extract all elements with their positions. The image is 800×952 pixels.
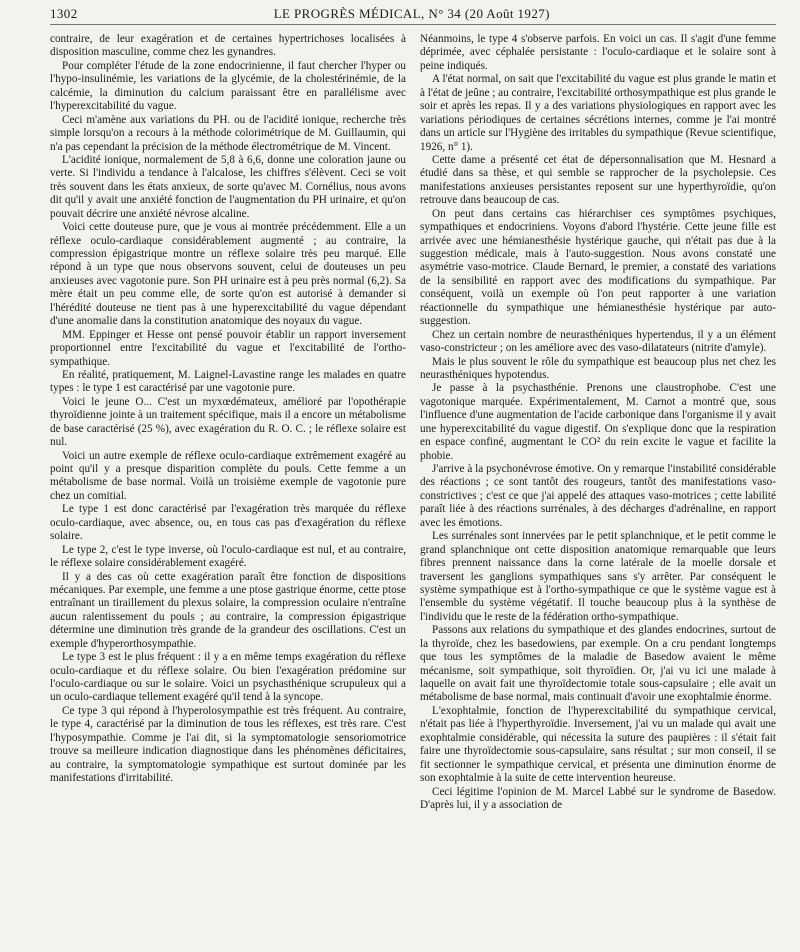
paragraph: contraire, de leur exagération et de certaines hypertrichoses localisées à disposition masculine, comme chez les gynandres. [50,33,406,59]
paragraph: Mais le plus souvent le rôle du sympathique est beaucoup plus net chez les neurasthéniques hypotendus. [420,355,776,381]
left-column [50,33,406,812]
paragraph: Le type 2, c'est le type inverse, où l'oculo-cardiaque est nul, et au contraire, le réflexe solaire considérablement exagéré. [50,543,406,570]
paragraph: Cette dame a présenté cet état de dépersonnalisation que M. Hesnard a étudié dans sa thèse, et qui semble se rapprocher de la psycholepsie. Ces manifestations anxieuses persistantes reposent sur une hyperthyroïdie, qu'on retrouve dans beaucoup de cas. [420,153,776,207]
right-column [420,33,776,812]
paragraph: Ce type 3 qui répond à l'hyperolosympathie est très fréquent. Au contraire, le type 4, caractérisé par la diminution de tous les réflexes, est très rare. C'est l'hyposympathie. Comme je l'ai dit, si la symptomatologie sensoriomotrice trouve sa meilleure indication diagnostique dans les phénomènes déficitaires, au contraire, la symptomatologie sympathique est surtout dominée par les manifestations d'irritabilité. [50,704,406,785]
paragraph: Les surrénales sont innervées par le petit splanchnique, et le petit comme le grand splanchnique ont cette disposition anatomique remarquable que leurs fibres prennent naissance dans la corne latérale de la moelle dorsale et traversent les ganglions sympathiques sans s'y arrêter. Par conséquent le système sympathique est à l'ortho-sympathique ce que le système vague est à l'ensemble du système végétatif. Il touche beaucoup plus à la synthèse de l'individu que le reste de la fédération ortho-sympathique. [420,530,776,623]
paragraph: Chez un certain nombre de neurasthéniques hypertendus, il y a un élément vaso-constricteur ; on les améliore avec des vaso-dilatateurs (nitrite d'amyle). [420,328,776,355]
paragraph: Je passe à la psychasthénie. Prenons une claustrophobe. C'est une vagotonique marquée. Expérimentalement, M. Carnot a montré que, sous l'influence d'une augmentation de l'acide carbonique dans l'organisme il y avait une hyperexcitabilité du vague digestif. On s'explique donc que la respiration en espace confiné, augmentant le CO² du rein excite le vague et facilite la phobie. [420,382,776,462]
paragraph: L'exophtalmie, fonction de l'hyperexcitabilité du sympathique cervical, n'était pas liée à l'hyperthyroïdie. Inversement, j'ai vu un malade qui avait une exophtalmie considérable, qui nécessita la suture des paupières : il s'était fait faire une thyroïdectomie sous-capsulaire, sans résultat ; sur mon conseil, il se fit sectionner le sympathique cervical, et présenta une diminution énorme de son exophtalmie à la suite de cette intervention heureuse. [420,704,776,785]
paragraph: J'arrive à la psychonévrose émotive. On y remarque l'instabilité considérable des réactions ; ce sont tantôt des rougeurs, tantôt des manifestations vaso-constrictives ; c'est ce que j'ai appelé des attaques vaso-motrices ; cette labilité paraît liée à des réactions surrénales, à des décharges d'adrénaline, en rapport avec les émotions. [420,463,776,529]
paragraph: Voici le jeune O... C'est un myxœdémateux, amélioré par l'opothérapie thyroïdienne jointe à un traitement spécifique, mais il a encore un métabolisme de base caractérisé (25 %), avec exagération du R. O. C. ; le réflexe solaire est nul. [50,395,406,449]
paragraph: MM. Eppinger et Hesse ont pensé pouvoir établir un rapport inversement proportionnel entre l'excitabilité du vague et l'excitabilité de l'ortho-sympathique. [50,328,406,368]
paragraph: Voici un autre exemple de réflexe oculo-cardiaque extrêmement exagéré au point qu'il y a presque disparition complète du pouls. Cette femme a un métabolisme de base normal. Voilà un troisième exemple de vagotonie pure chez un comitial. [50,449,406,502]
paragraph: Passons aux relations du sympathique et des glandes endocrines, surtout de la thyroïde, chez les basedowiens, par exemple. On a cru pendant longtemps que tous les symptômes de la maladie de Basedow avaient le même mécanisme, soit sympathique, soit thyroïdien. Or, j'ai vu ici une malade à laquelle on avait fait une thyroïdectomie totale sous-capsulaire ; elle avait un métabolisme de base normal, mais continuait d'avoir une exophtalmie énorme. [420,624,776,704]
paragraph: A l'état normal, on sait que l'excitabilité du vague est plus grande le matin et à l'état de jeûne ; au contraire, l'excitabilité orthosympathique est plus grande le soir et après les repas. Il y a des variations physiologiques en rapport avec les variations périodiques de certaines sécrétions internes, comme je l'ai montré dans un article sur l'Hygiène des irritables du sympathique (Revue scientifique, 1926, n° 1). [420,73,777,153]
paragraph: Le type 3 est le plus fréquent : il y a en même temps exagération du réflexe oculo-cardiaque et du réflexe solaire. Ou bien l'exagération prédomine sur l'oculo-cardiaque ou sur le solaire. Voici un psychasthénique scrupuleux qui a un oculo-cardiaque tellement exagéré qu'il tend à la syncope. [50,651,406,704]
paragraph: L'acidité ionique, normalement de 5,8 à 6,6, donne une coloration jaune ou verte. Si l'individu a tendance à l'alcalose, les chiffres s'élèvent. Ceci se voit très souvent dans les états anxieux, de sorte qu'avec M. Cornélius, nous avons dit qu'il y avait une anxiété fonction de l'augmentation du PH urinaire, et qu'on pouvait décrire une anxiété névrose alcaline. [50,153,406,220]
page-header [50,6,776,25]
paragraph: Néanmoins, le type 4 s'observe parfois. En voici un cas. Il s'agit d'une femme déprimée, avec céphalée persistante : l'oculo-cardiaque et le solaire sont à peine indiqués. [420,33,776,72]
journal-title: LE PROGRÈS MÉDICAL, N° 34 (20 Août 1927) [273,6,550,21]
paragraph: Ceci m'amène aux variations du PH. ou de l'acidité ionique, recherche très simple lorsqu'on a recours à la méthode colorimétrique de M. Guillaumin, qui n'a pas cependant la précision de la méthode électrométrique de M. Vincent. [50,113,406,153]
paragraph: Le type 1 est donc caractérisé par l'exagération très marquée du réflexe oculo-cardiaque, avec absence, ou, en tous cas pas d'exagération du réflexe solaire. [50,503,406,543]
paragraph: En réalité, pratiquement, M. Laignel-Lavastine range les malades en quatre types : le type 1 est caractérisé par une vagotonie pure. [50,368,406,395]
paragraph: Pour compléter l'étude de la zone endocrinienne, il faut chercher l'hyper ou l'hypo-insulinémie, les variations de la glycémie, de la cholestérinémie, de la calcémie, la diminution du calcium paraissant être en parallélisme avec l'hyperexcitabilité du vague. [50,59,406,113]
text-columns [50,33,776,812]
paragraph: On peut dans certains cas hiérarchiser ces symptômes psychiques, sympathiques et endocriniens. Voyons d'abord l'hystérie. Cette jeune fille est arrivée avec une hémianesthésie hystérique gauche, qui n'était pas due à la suggestion médicale, mais à l'auto-suggestion. Nous avons constaté une asymétrie vaso-motrice. Claude Bernard, le premier, a constaté des variations de la sensibilité en rapport avec des modifications du sympathique. Par conséquent, voilà un exemple où l'on peut rapporter à une variation réactionnelle du sympathique une hémianesthésie hystérique par auto-suggestion. [420,207,776,328]
paragraph: Ceci légitime l'opinion de M. Marcel Labbé sur le syndrome de Basedow. D'après lui, il y a association de [420,785,776,811]
paragraph: Voici cette douteuse pure, que je vous ai montrée précédemment. Elle a un réflexe oculo-cardiaque considérablement augmenté ; au contraire, la compression épigastrique montre un réflexe solaire très peu marqué. Elle répond à un type que nous observons souvent, celui de douteuses un peu anxieuses avec vagotonie pure. Son PH urinaire est à peu près normal (6,2). Sa mère était un peu comme elle, de sorte qu'on est autorisé à demander si l'hérédité douteuse ne tient pas à une hyperexcitabilité du vague dépendant d'une anomalie dans la constitution anatomique des noyaux du vague. [50,221,406,328]
page-number: 1302 [50,6,78,21]
paragraph: Il y a des cas où cette exagération paraît être fonction de dispositions mécaniques. Par exemple, une femme a une ptose gastrique énorme, cette ptose entraînant un tiraillement du plexus solaire, la compression oculaire n'entraîne aucun ralentissement du pouls ; au contraire, la compression épigastrique détermine une diminution très grande de la grandeur des oscillations. C'est un exemple d'hyperorthosympathie. [50,570,407,650]
